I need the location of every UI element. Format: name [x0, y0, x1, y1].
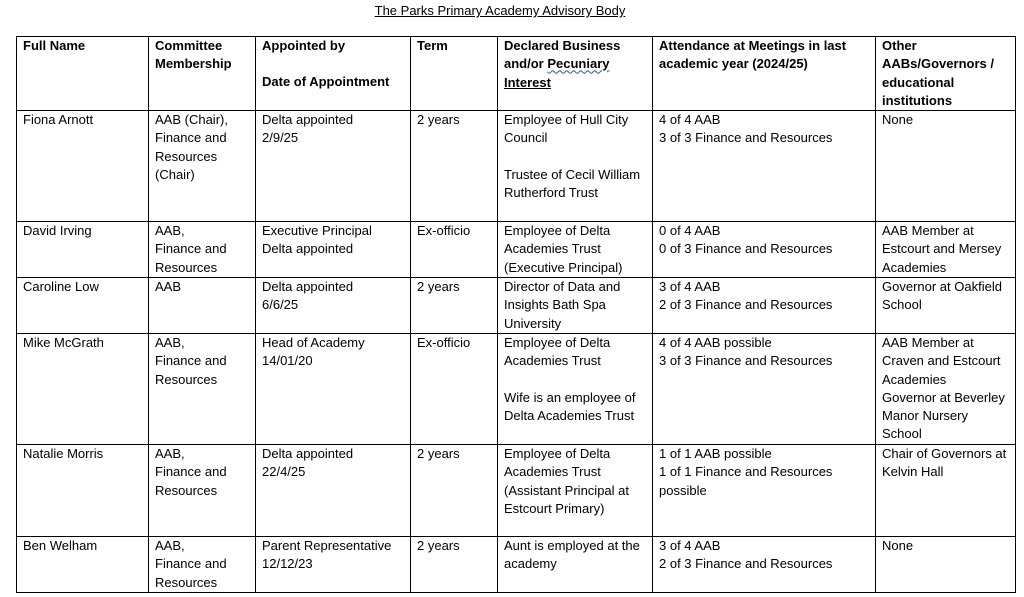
cell-other: AAB Member at Craven and Estcourt Academies Governor at Beverley Manor Nursery School	[876, 333, 1016, 444]
cell-appointed: Delta appointed 22/4/25	[256, 444, 411, 536]
header-declared-prefix: Declared Business and/or	[504, 38, 621, 72]
cell-attendance: 0 of 4 AAB 0 of 3 Finance and Resources	[653, 222, 876, 278]
cell-committee: AAB	[149, 278, 256, 334]
header-declared-interest	[498, 37, 653, 111]
cell-full-name: Ben Welham	[17, 536, 149, 592]
table-row	[17, 333, 1016, 444]
cell-appointed: Parent Representative 12/12/23	[256, 536, 411, 592]
cell-other: None	[876, 111, 1016, 222]
table-row	[17, 444, 1016, 536]
header-other: Other AABs/Governors / educational institutions	[876, 37, 1016, 111]
cell-attendance: 4 of 4 AAB 3 of 3 Finance and Resources	[653, 111, 876, 222]
header-date-label: Date of Appointment	[262, 74, 390, 90]
header-declared-interest-word: Interest	[504, 74, 551, 90]
cell-full-name: Fiona Arnott	[17, 111, 149, 222]
cell-declared-interest: Director of Data and Insights Bath Spa University	[498, 278, 653, 334]
cell-committee: AAB, Finance and Resources	[149, 222, 256, 278]
header-appointed-by	[256, 37, 411, 111]
cell-other: Chair of Governors at Kelvin Hall	[876, 444, 1016, 536]
cell-declared-interest: Aunt is employed at the academy	[498, 536, 653, 592]
declared-item: Wife is an employee of Delta Academies Trust	[504, 389, 636, 423]
table-row	[17, 222, 1016, 278]
cell-full-name: Mike McGrath	[17, 333, 149, 444]
cell-committee: AAB (Chair), Finance and Resources (Chair)	[149, 111, 256, 222]
cell-declared-interest	[498, 111, 653, 222]
cell-declared-interest	[498, 333, 653, 444]
cell-term: 2 years	[411, 444, 498, 536]
cell-full-name: Caroline Low	[17, 278, 149, 334]
cell-appointed: Delta appointed 6/6/25	[256, 278, 411, 334]
cell-term: 2 years	[411, 536, 498, 592]
header-full-name: Full Name	[17, 37, 149, 111]
cell-other: AAB Member at Estcourt and Mersey Academies	[876, 222, 1016, 278]
cell-appointed: Executive Principal Delta appointed	[256, 222, 411, 278]
header-attendance: Attendance at Meetings in last academic year (2024/25)	[653, 37, 876, 111]
table-row	[17, 111, 1016, 222]
cell-other: Governor at Oakfield School	[876, 278, 1016, 334]
header-appointed-by-label: Appointed by	[262, 38, 346, 53]
table-row	[17, 536, 1016, 592]
header-declared-pecuniary: Pecuniary	[547, 56, 610, 72]
cell-attendance: 4 of 4 AAB possible 3 of 3 Finance and Resources	[653, 333, 876, 444]
cell-term: 2 years	[411, 111, 498, 222]
cell-other: None	[876, 536, 1016, 592]
cell-full-name: David Irving	[17, 222, 149, 278]
document-title: The Parks Primary Academy Advisory Body	[374, 3, 626, 18]
cell-appointed: Delta appointed 2/9/25	[256, 111, 411, 222]
cell-declared-interest: Employee of Delta Academies Trust (Assistant Principal at Estcourt Primary)	[498, 444, 653, 536]
cell-attendance: 1 of 1 AAB possible 1 of 1 Finance and Resources possible	[653, 444, 876, 536]
cell-committee: AAB, Finance and Resources	[149, 444, 256, 536]
cell-term: 2 years	[411, 278, 498, 334]
declared-item: Trustee of Cecil William Rutherford Trust	[504, 166, 641, 201]
cell-appointed: Head of Academy 14/01/20	[256, 333, 411, 444]
cell-term: Ex-officio	[411, 222, 498, 278]
header-committee: Committee Membership	[149, 37, 256, 111]
table-row	[17, 278, 1016, 334]
header-term: Term	[411, 37, 498, 111]
cell-attendance: 3 of 4 AAB 2 of 3 Finance and Resources	[653, 536, 876, 592]
declared-item: Employee of Delta Academies Trust	[504, 334, 611, 369]
cell-committee: AAB, Finance and Resources	[149, 536, 256, 592]
cell-declared-interest: Employee of Delta Academies Trust (Executive Principal)	[498, 222, 653, 278]
declared-item: Employee of Hull City Council	[504, 112, 629, 146]
cell-attendance: 3 of 4 AAB 2 of 3 Finance and Resources	[653, 278, 876, 334]
cell-committee: AAB, Finance and Resources	[149, 333, 256, 444]
advisory-body-table	[16, 36, 1016, 593]
header-row	[17, 37, 1016, 111]
cell-term: Ex-officio	[411, 333, 498, 444]
cell-full-name: Natalie Morris	[17, 444, 149, 536]
